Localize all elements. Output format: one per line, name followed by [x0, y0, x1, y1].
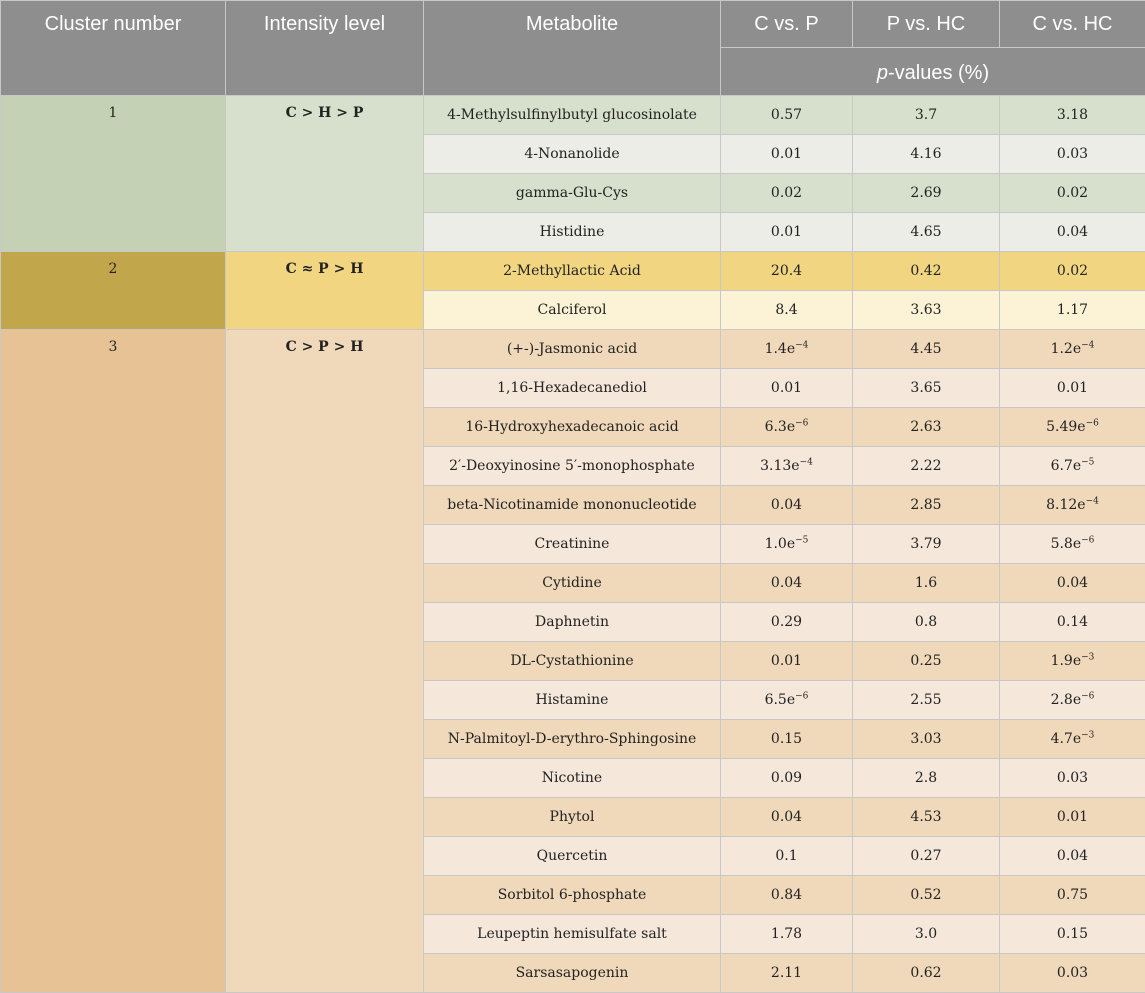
c-vs-hc-cell [1000, 642, 1145, 681]
c-vs-hc-exponent: −6 [1086, 418, 1099, 428]
c-vs-hc-value: 0.01 [1057, 380, 1088, 396]
c-vs-p-value: 0.09 [771, 770, 802, 786]
c-vs-hc-exponent: −6 [1081, 691, 1094, 701]
c-vs-p-cell [721, 408, 853, 447]
c-vs-hc-value: 0.02 [1057, 185, 1088, 201]
p-vs-hc-value: 2.55 [910, 692, 941, 708]
header-c-vs-p: C vs. P [721, 1, 853, 48]
c-vs-hc-exponent: −3 [1081, 652, 1094, 662]
c-vs-p-cell [721, 759, 853, 798]
c-vs-hc-cell [1000, 603, 1145, 642]
metabolite-cell: Sorbitol 6-phosphate [424, 876, 721, 915]
c-vs-p-value: 0.57 [771, 107, 802, 123]
c-vs-hc-cell [1000, 564, 1145, 603]
c-vs-hc-value: 0.03 [1057, 965, 1088, 981]
c-vs-hc-cell [1000, 954, 1145, 993]
p-vs-hc-value: 3.0 [915, 926, 937, 942]
metabolite-cell: DL-Cystathionine [424, 642, 721, 681]
c-vs-hc-value: 0.01 [1057, 809, 1088, 825]
metabolite-cell: 16-Hydroxyhexadecanoic acid [424, 408, 721, 447]
c-vs-p-value: 2.11 [771, 965, 802, 981]
c-vs-p-exponent: −6 [795, 418, 808, 428]
p-values-italic: p [877, 62, 888, 84]
p-vs-hc-cell [853, 876, 1000, 915]
c-vs-hc-value: 8.12e [1046, 497, 1085, 513]
c-vs-hc-cell [1000, 369, 1145, 408]
metabolite-cell: Nicotine [424, 759, 721, 798]
p-vs-hc-cell [853, 525, 1000, 564]
header-metabolite: Metabolite [424, 1, 721, 96]
p-vs-hc-cell [853, 564, 1000, 603]
c-vs-hc-value: 4.7e [1051, 731, 1082, 747]
metabolite-cell: N-Palmitoyl-D-erythro-Sphingosine [424, 720, 721, 759]
p-vs-hc-value: 2.69 [910, 185, 941, 201]
c-vs-hc-cell [1000, 798, 1145, 837]
c-vs-hc-cell [1000, 213, 1145, 252]
c-vs-hc-value: 0.03 [1057, 146, 1088, 162]
c-vs-p-cell [721, 330, 853, 369]
p-vs-hc-cell [853, 759, 1000, 798]
metabolite-cell: Phytol [424, 798, 721, 837]
metabolite-cell: 2′-Deoxyinosine 5′-monophosphate [424, 447, 721, 486]
intensity-level-cell: C > P > H [226, 330, 424, 993]
c-vs-p-value: 8.4 [775, 302, 797, 318]
c-vs-hc-value: 1.9e [1051, 653, 1082, 669]
metabolite-cell: 4-Nonanolide [424, 135, 721, 174]
p-vs-hc-cell [853, 603, 1000, 642]
c-vs-p-value: 0.04 [771, 809, 802, 825]
c-vs-p-cell [721, 798, 853, 837]
p-vs-hc-cell [853, 213, 1000, 252]
c-vs-p-value: 1.4e [765, 341, 796, 357]
c-vs-hc-cell [1000, 330, 1145, 369]
p-vs-hc-value: 0.8 [915, 614, 937, 630]
p-vs-hc-value: 0.62 [910, 965, 941, 981]
p-vs-hc-cell [853, 135, 1000, 174]
c-vs-hc-value: 0.03 [1057, 770, 1088, 786]
c-vs-p-cell [721, 252, 853, 291]
c-vs-hc-exponent: −4 [1081, 340, 1094, 350]
p-vs-hc-cell [853, 291, 1000, 330]
c-vs-hc-value: 3.18 [1057, 107, 1088, 123]
header-row [1, 1, 1145, 48]
p-vs-hc-cell [853, 837, 1000, 876]
p-vs-hc-cell [853, 642, 1000, 681]
c-vs-hc-value: 0.75 [1057, 887, 1088, 903]
metabolite-cell: 1,16-Hexadecanediol [424, 369, 721, 408]
c-vs-p-value: 0.84 [771, 887, 802, 903]
c-vs-hc-exponent: −4 [1086, 496, 1099, 506]
metabolite-cell: Sarsasapogenin [424, 954, 721, 993]
c-vs-hc-cell [1000, 447, 1145, 486]
metabolite-cell: Histidine [424, 213, 721, 252]
c-vs-hc-value: 0.04 [1057, 224, 1088, 240]
c-vs-p-value: 20.4 [771, 263, 802, 279]
p-values-label: -values (%) [888, 62, 989, 84]
header-p-vs-hc: P vs. HC [853, 1, 1000, 48]
c-vs-hc-cell [1000, 837, 1145, 876]
c-vs-p-cell [721, 213, 853, 252]
p-vs-hc-value: 4.65 [910, 224, 941, 240]
header-c-vs-hc: C vs. HC [1000, 1, 1145, 48]
metabolite-cell: Calciferol [424, 291, 721, 330]
c-vs-hc-value: 6.7e [1051, 458, 1082, 474]
table-row [1, 96, 1145, 135]
cluster-number-cell: 2 [1, 252, 226, 330]
metabolite-cell: beta-Nicotinamide mononucleotide [424, 486, 721, 525]
p-vs-hc-value: 3.63 [910, 302, 941, 318]
c-vs-p-value: 6.3e [765, 419, 796, 435]
c-vs-hc-cell [1000, 408, 1145, 447]
metabolite-cell: Histamine [424, 681, 721, 720]
c-vs-p-cell [721, 447, 853, 486]
c-vs-p-cell [721, 135, 853, 174]
c-vs-p-value: 0.01 [771, 224, 802, 240]
c-vs-p-value: 0.01 [771, 653, 802, 669]
c-vs-p-value: 0.01 [771, 146, 802, 162]
c-vs-hc-cell [1000, 174, 1145, 213]
intensity-level-cell: C > H > P [226, 96, 424, 252]
c-vs-p-cell [721, 720, 853, 759]
p-vs-hc-cell [853, 330, 1000, 369]
p-vs-hc-cell [853, 174, 1000, 213]
p-vs-hc-cell [853, 252, 1000, 291]
p-vs-hc-value: 0.52 [910, 887, 941, 903]
metabolite-cell: Daphnetin [424, 603, 721, 642]
c-vs-p-cell [721, 876, 853, 915]
intensity-level-cell: C ≈ P > H [226, 252, 424, 330]
c-vs-p-exponent: −4 [795, 340, 808, 350]
c-vs-hc-value: 5.8e [1051, 536, 1082, 552]
c-vs-p-value: 0.04 [771, 497, 802, 513]
c-vs-p-value: 1.78 [771, 926, 802, 942]
p-vs-hc-cell [853, 369, 1000, 408]
table-body [1, 96, 1145, 993]
p-vs-hc-value: 0.25 [910, 653, 941, 669]
c-vs-p-value: 3.13e [760, 458, 799, 474]
c-vs-p-value: 0.04 [771, 575, 802, 591]
p-vs-hc-value: 4.16 [910, 146, 941, 162]
c-vs-hc-exponent: −3 [1081, 730, 1094, 740]
header-cluster-number: Cluster number [1, 1, 226, 96]
c-vs-p-cell [721, 603, 853, 642]
c-vs-hc-cell [1000, 291, 1145, 330]
p-vs-hc-cell [853, 447, 1000, 486]
p-vs-hc-value: 3.79 [910, 536, 941, 552]
p-vs-hc-value: 3.65 [910, 380, 941, 396]
metabolite-cell: 2-Methyllactic Acid [424, 252, 721, 291]
p-vs-hc-value: 2.22 [910, 458, 941, 474]
c-vs-hc-cell [1000, 96, 1145, 135]
table-row [1, 330, 1145, 369]
cluster-number-cell: 3 [1, 330, 226, 993]
header-p-values [721, 48, 1145, 96]
c-vs-hc-value: 2.8e [1051, 692, 1082, 708]
c-vs-hc-value: 0.15 [1057, 926, 1088, 942]
c-vs-p-cell [721, 837, 853, 876]
p-vs-hc-cell [853, 408, 1000, 447]
c-vs-p-cell [721, 681, 853, 720]
p-vs-hc-value: 2.63 [910, 419, 941, 435]
c-vs-p-exponent: −4 [800, 457, 813, 467]
c-vs-hc-cell [1000, 759, 1145, 798]
p-vs-hc-cell [853, 681, 1000, 720]
p-vs-hc-value: 2.8 [915, 770, 937, 786]
metabolite-cell: (+-)-Jasmonic acid [424, 330, 721, 369]
c-vs-hc-cell [1000, 876, 1145, 915]
c-vs-p-exponent: −5 [795, 535, 808, 545]
c-vs-p-cell [721, 642, 853, 681]
cluster-number-cell: 1 [1, 96, 226, 252]
p-vs-hc-value: 0.42 [910, 263, 941, 279]
p-vs-hc-cell [853, 915, 1000, 954]
metabolite-cell: Leupeptin hemisulfate salt [424, 915, 721, 954]
p-vs-hc-cell [853, 720, 1000, 759]
c-vs-p-cell [721, 564, 853, 603]
c-vs-hc-value: 0.04 [1057, 848, 1088, 864]
c-vs-hc-value: 1.2e [1051, 341, 1082, 357]
c-vs-hc-cell [1000, 486, 1145, 525]
c-vs-p-exponent: −6 [795, 691, 808, 701]
c-vs-hc-cell [1000, 135, 1145, 174]
c-vs-hc-cell [1000, 681, 1145, 720]
p-vs-hc-cell [853, 954, 1000, 993]
c-vs-p-value: 0.29 [771, 614, 802, 630]
c-vs-p-cell [721, 174, 853, 213]
c-vs-p-value: 0.02 [771, 185, 802, 201]
c-vs-hc-exponent: −6 [1081, 535, 1094, 545]
p-vs-hc-value: 4.53 [910, 809, 941, 825]
c-vs-p-cell [721, 954, 853, 993]
c-vs-hc-cell [1000, 915, 1145, 954]
header-intensity-level: Intensity level [226, 1, 424, 96]
p-vs-hc-cell [853, 96, 1000, 135]
p-vs-hc-value: 2.85 [910, 497, 941, 513]
c-vs-p-cell [721, 525, 853, 564]
c-vs-p-cell [721, 96, 853, 135]
p-vs-hc-value: 3.7 [915, 107, 937, 123]
c-vs-p-value: 0.1 [775, 848, 797, 864]
c-vs-p-cell [721, 369, 853, 408]
p-vs-hc-value: 0.27 [910, 848, 941, 864]
c-vs-hc-value: 0.02 [1057, 263, 1088, 279]
c-vs-hc-value: 0.04 [1057, 575, 1088, 591]
c-vs-p-value: 0.01 [771, 380, 802, 396]
p-vs-hc-value: 3.03 [910, 731, 941, 747]
c-vs-hc-exponent: −5 [1081, 457, 1094, 467]
c-vs-hc-cell [1000, 252, 1145, 291]
c-vs-hc-value: 1.17 [1057, 302, 1088, 318]
c-vs-hc-cell [1000, 720, 1145, 759]
p-vs-hc-cell [853, 486, 1000, 525]
c-vs-p-value: 0.15 [771, 731, 802, 747]
c-vs-p-cell [721, 291, 853, 330]
c-vs-p-value: 1.0e [765, 536, 796, 552]
c-vs-p-cell [721, 486, 853, 525]
metabolite-cell: 4-Methylsulfinylbutyl glucosinolate [424, 96, 721, 135]
metabolite-cell: Quercetin [424, 837, 721, 876]
c-vs-hc-cell [1000, 525, 1145, 564]
c-vs-p-value: 6.5e [765, 692, 796, 708]
c-vs-hc-value: 0.14 [1057, 614, 1088, 630]
p-vs-hc-value: 1.6 [915, 575, 937, 591]
p-vs-hc-value: 4.45 [910, 341, 941, 357]
metabolite-cell: gamma-Glu-Cys [424, 174, 721, 213]
metabolite-cell: Cytidine [424, 564, 721, 603]
metabolite-cell: Creatinine [424, 525, 721, 564]
p-vs-hc-cell [853, 798, 1000, 837]
c-vs-p-cell [721, 915, 853, 954]
table-row [1, 252, 1145, 291]
c-vs-hc-value: 5.49e [1046, 419, 1085, 435]
